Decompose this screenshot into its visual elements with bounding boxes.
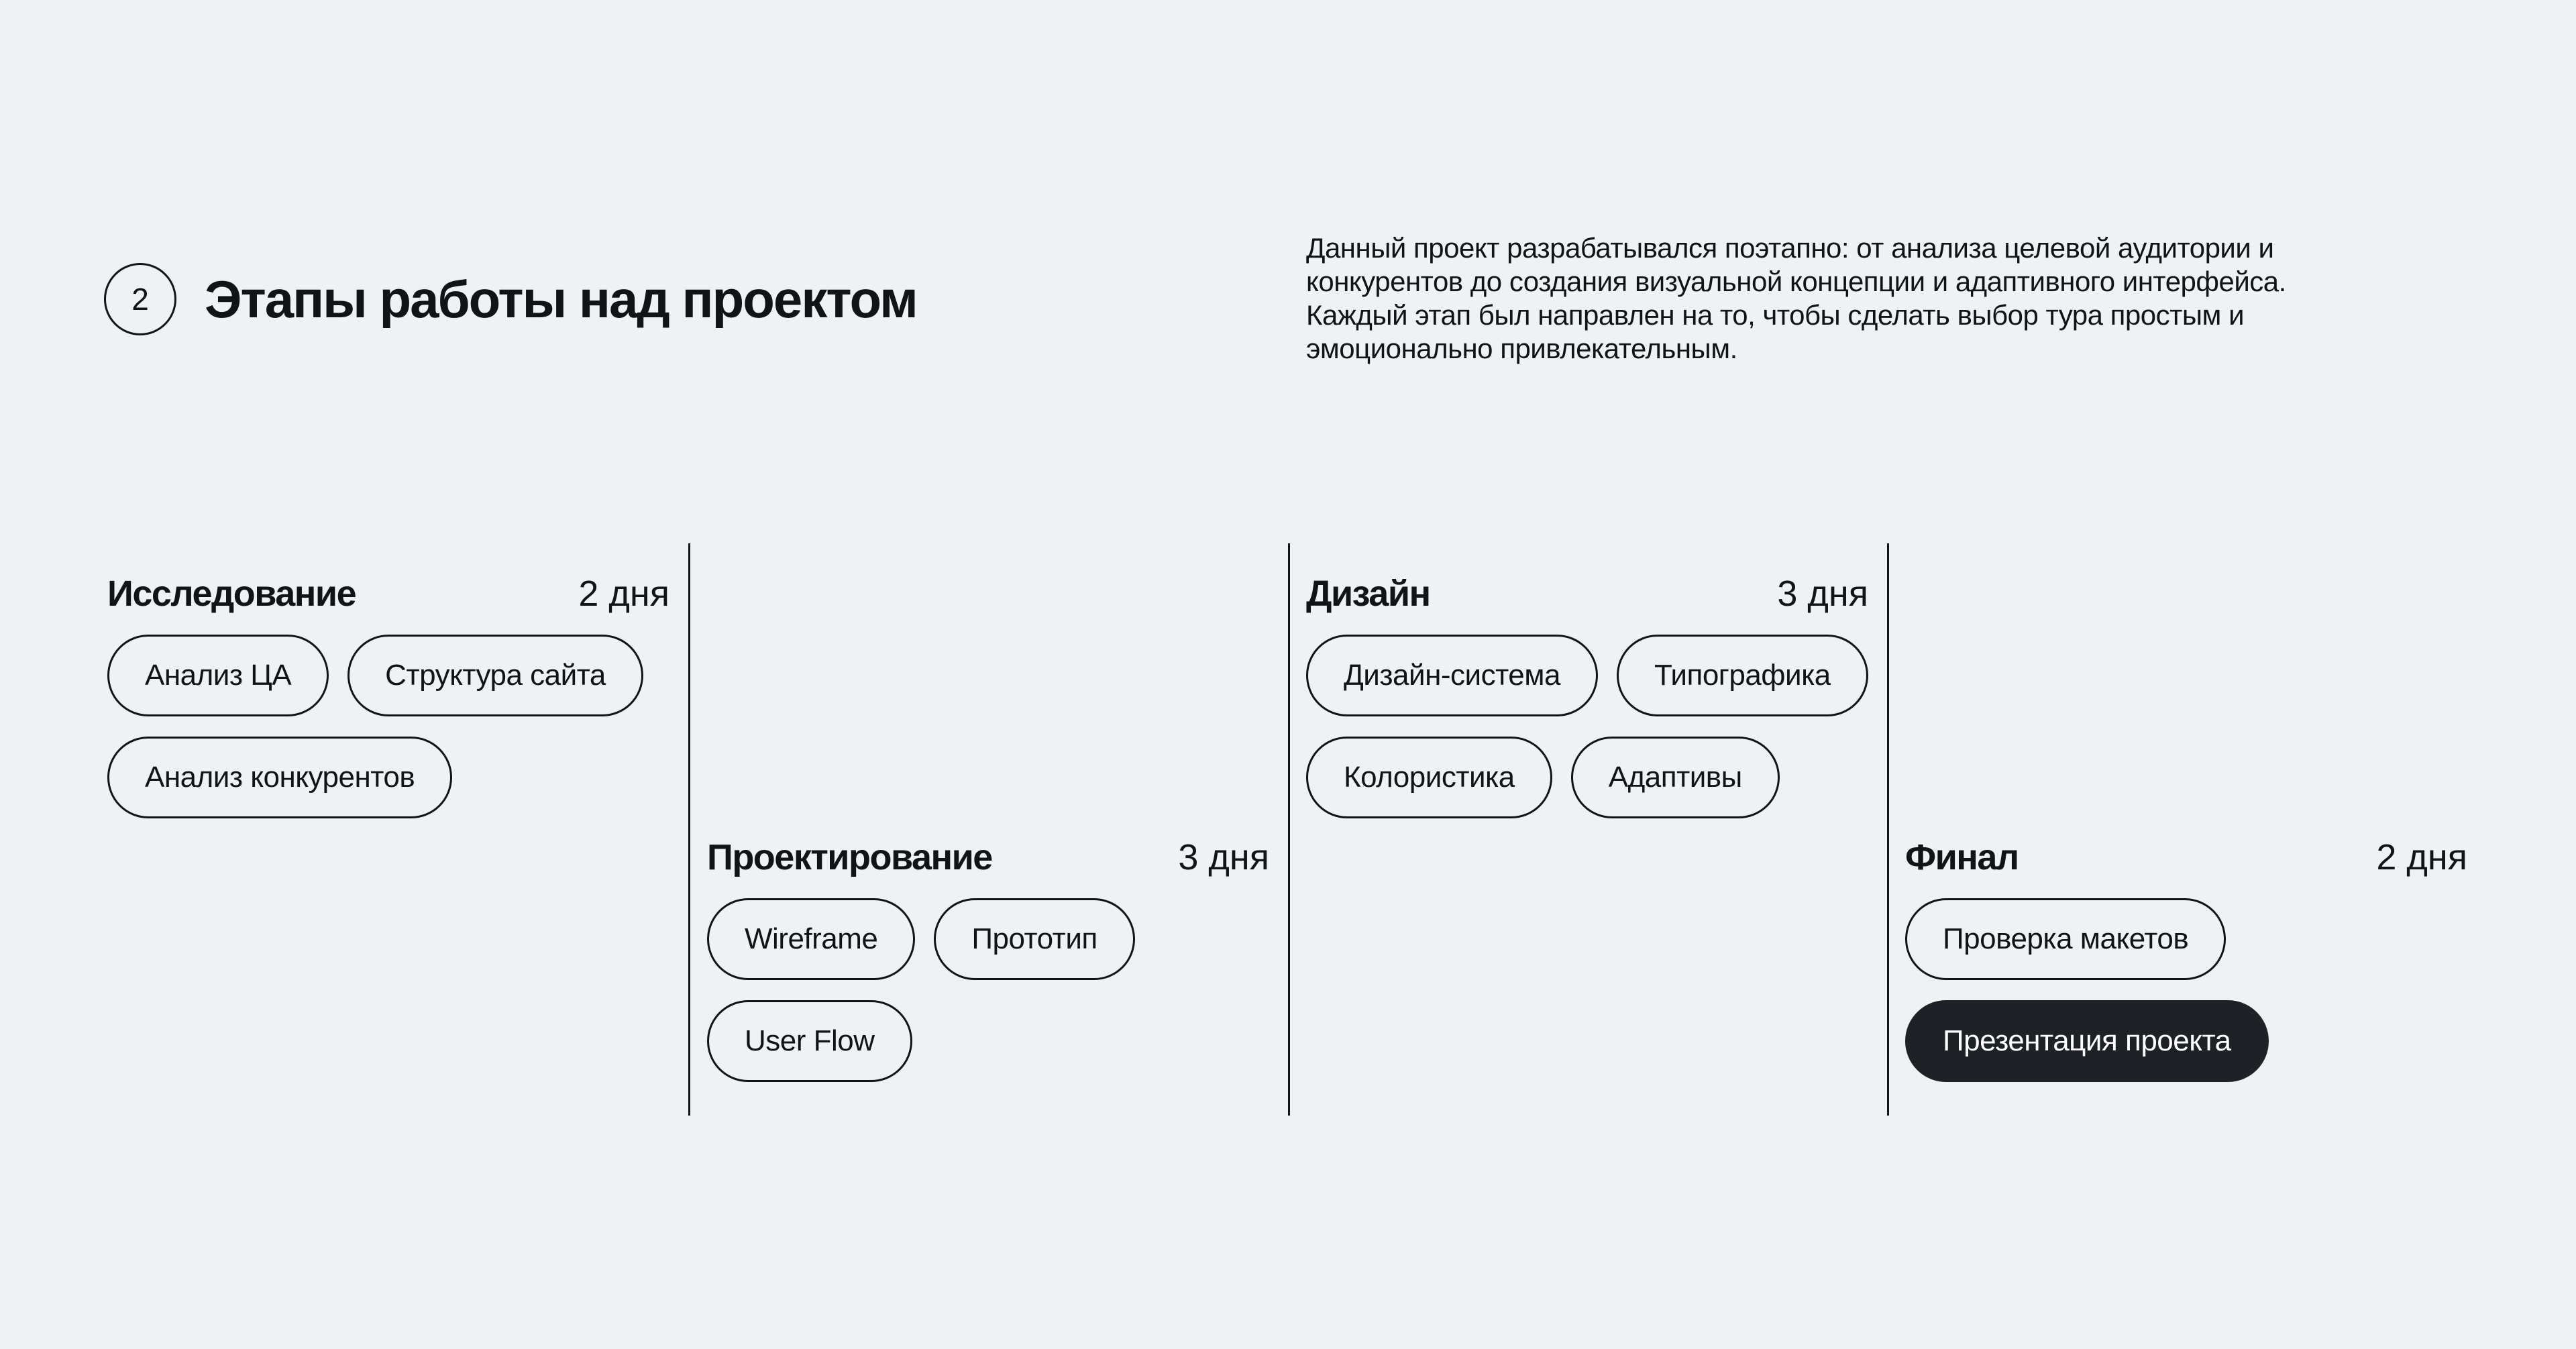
tag-wireframe[interactable]: Wireframe (707, 898, 915, 980)
stage-tags (107, 635, 644, 818)
tag-design-system[interactable]: Дизайн-система (1306, 635, 1598, 716)
intro-description: Данный проект разрабатывался поэтапно: от анализа целевой аудитории и конкурентов до создания визуальной концепции и адаптивного интерфейса. Каждый этап был направлен на то, чтобы сделать выбор тура простым и эмоционально привлекательным. (1306, 232, 2286, 364)
section-number: 2 (131, 282, 149, 317)
stage-divider (688, 543, 690, 1116)
stage-duration: 3 дня (1178, 837, 1269, 877)
section-number-badge (104, 263, 176, 335)
stage-duration: 2 дня (578, 574, 669, 614)
stage-duration: 3 дня (1777, 574, 1868, 614)
stage-title: Исследование (107, 574, 356, 614)
page-title: Этапы работы над проектом (205, 270, 917, 329)
stage-divider (1887, 543, 1889, 1116)
stage-research (107, 570, 669, 818)
stage-planning (707, 834, 1269, 1082)
tag-project-presentation[interactable]: Презентация проекта (1905, 1000, 2269, 1082)
stage-final (1905, 834, 2467, 1082)
stage-header (1306, 570, 1868, 617)
tag-user-flow[interactable]: User Flow (707, 1000, 912, 1082)
stage-title: Финал (1905, 837, 2019, 877)
tag-mockup-review[interactable]: Проверка макетов (1905, 898, 2226, 980)
stage-tags (1905, 898, 2334, 1082)
stage-tags (707, 898, 1177, 1082)
stage-title: Дизайн (1306, 574, 1430, 614)
tag-site-structure[interactable]: Структура сайта (347, 635, 643, 716)
stage-title: Проектирование (707, 837, 992, 877)
tag-competitor-analysis[interactable]: Анализ конкурентов (107, 737, 452, 818)
stage-divider (1288, 543, 1290, 1116)
stage-header (1905, 834, 2467, 881)
stage-duration: 2 дня (2376, 837, 2467, 877)
tag-audience-analysis[interactable]: Анализ ЦА (107, 635, 329, 716)
stage-header (707, 834, 1269, 881)
stage-design (1306, 570, 1868, 818)
tag-typography[interactable]: Типографика (1617, 635, 1868, 716)
tag-prototype[interactable]: Прототип (934, 898, 1134, 980)
stage-tags (1306, 635, 1870, 818)
tag-adaptives[interactable]: Адаптивы (1571, 737, 1780, 818)
stage-header (107, 570, 669, 617)
tag-coloristics[interactable]: Колористика (1306, 737, 1552, 818)
